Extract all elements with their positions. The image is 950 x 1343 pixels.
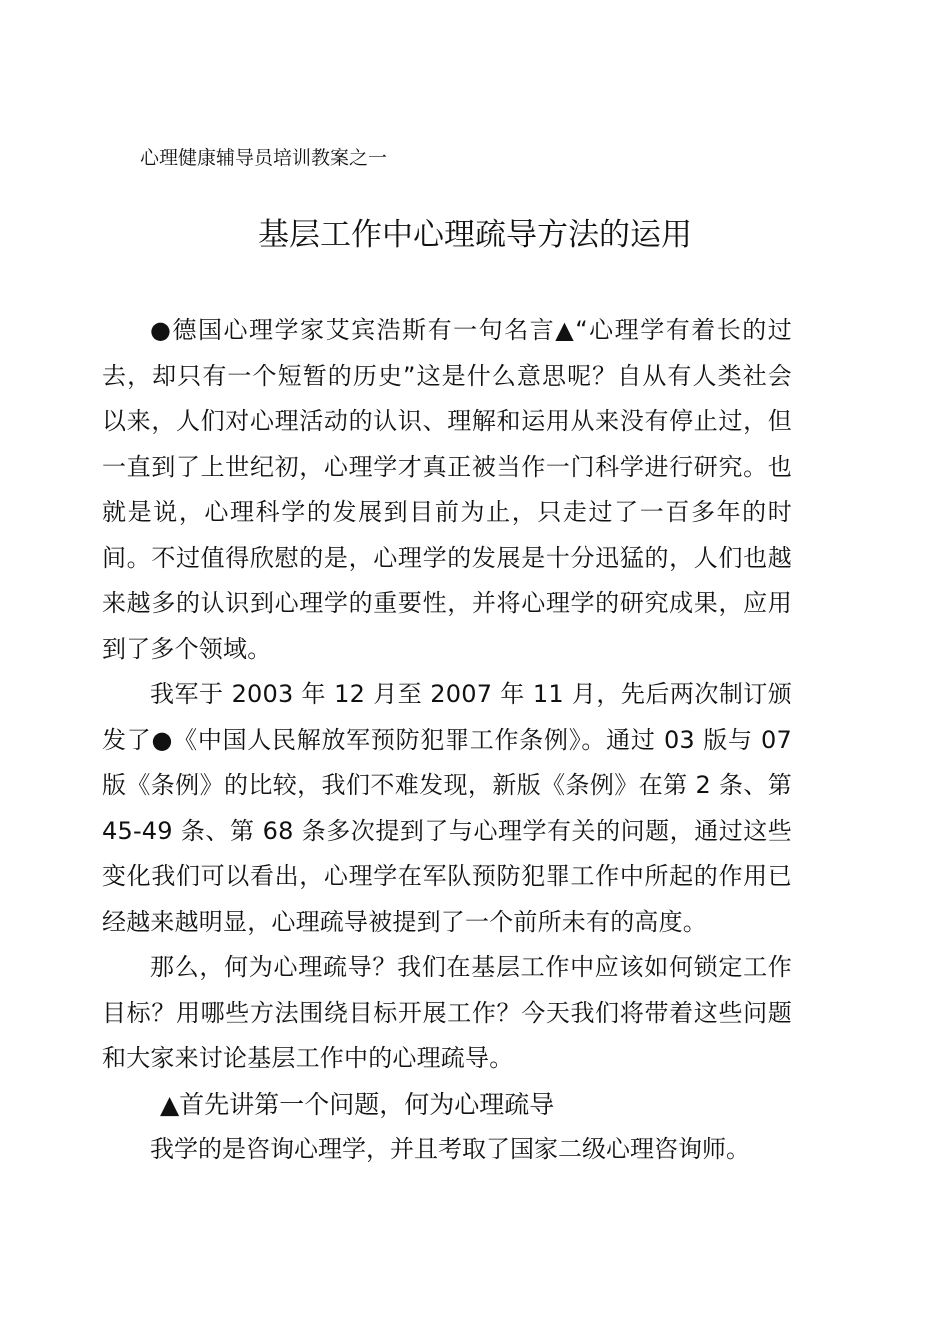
paragraph-counselor: 我学的是咨询心理学，并且考取了国家二级心理咨询师。 (150, 1135, 750, 1163)
paragraph-questions: 那么，何为心理疏导？我们在基层工作中应该如何锁定工作目标？用哪些方法围绕目标开展工作？今天我们将带着这些问题和大家来讨论基层工作中的心理疏导。 (102, 953, 792, 1072)
paragraph-intro: ●德国心理学家艾宾浩斯有一句名言▲“心理学有着长的过去，却只有一个短暂的历史”这是什么意思呢？自从有人类社会以来，人们对心理活动的认识、理解和运用从来没有停止过，但一直到了上世纪初，心理学才真正被当作一门科学进行研究。也就是说，心理科学的发展到目前为止，只走过了一百多年的时间。不过值得欣慰的是，心理学的发展是十分迅猛的，人们也越来越多的认识到心理学的重要性，并将心理学的研究成果，应用到了多个领域。 (102, 316, 792, 663)
document-body (102, 308, 792, 1173)
paragraph-regulations: 我军于 2003 年 12 月至 2007 年 11 月，先后两次制订颁发了●《中国人民解放军预防犯罪工作条例》。通过 03 版与 07 版《条例》的比较，我们不难发现，新版《条例》在第 2 条、第 45-49 条、第 68 条多次提到了与心理学有关的问题，通过这些变化我们可以看出，心理学在军队预防犯罪工作中所起的作用已经越来越明显，心理疏导被提到了一个前所未有的高度。 (102, 680, 792, 936)
section-heading: ▲首先讲第一个问题，何为心理疏导 (160, 1089, 555, 1119)
document-title: 基层工作中心理疏导方法的运用 (258, 217, 692, 253)
document-subtitle: 心理健康辅导员培训教案之一 (140, 147, 388, 169)
